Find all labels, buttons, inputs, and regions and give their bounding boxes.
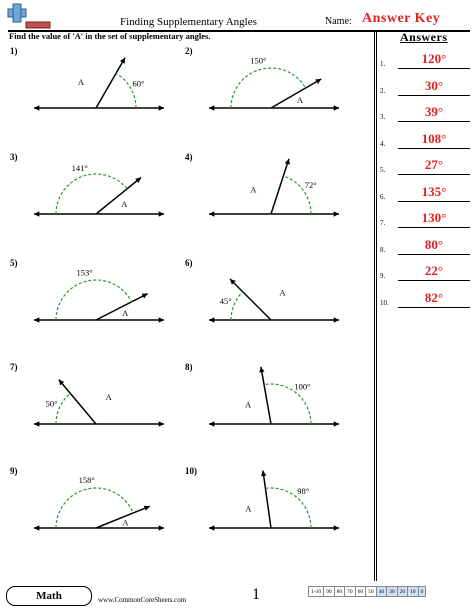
answer-value: 135° (421, 183, 447, 199)
score-cell: 20 (397, 587, 408, 597)
problem-number: 10) (185, 466, 197, 476)
problem-number: 6) (185, 258, 193, 268)
baseline-arrow-right (334, 525, 339, 530)
score-cell: 80 (334, 587, 345, 597)
baseline-arrow-right (334, 317, 339, 322)
answer-line (398, 307, 470, 308)
angle-label: 60° (132, 78, 145, 89)
subject-badge: Math (6, 586, 92, 606)
ray (59, 380, 96, 424)
score-cell: 60 (355, 587, 366, 597)
angle-label: 150° (250, 55, 267, 66)
angle-arc (56, 280, 132, 320)
answer-row (380, 211, 470, 231)
answer-number: 2. (380, 86, 386, 95)
score-table (308, 586, 426, 597)
baseline-arrow-left (34, 317, 39, 322)
problem-number: 3) (10, 152, 18, 162)
angle-label: 45° (219, 296, 232, 307)
ray (96, 177, 141, 214)
angle-label: 100° (294, 381, 311, 392)
answer-row (380, 52, 470, 72)
baseline-arrow-right (334, 105, 339, 110)
answer-number: 4. (380, 139, 386, 148)
answer-line (398, 201, 470, 202)
answer-row (380, 105, 470, 125)
baseline-arrow-left (209, 317, 214, 322)
unknown-label: A (122, 307, 129, 318)
score-cell: 40 (376, 587, 387, 597)
worksheet-title: Finding Supplementary Angles (120, 16, 257, 28)
answer-value: 130° (421, 210, 447, 225)
site-url: www.CommonCoreSheets.com (98, 596, 187, 604)
answer-row (380, 158, 470, 178)
baseline-arrow-left (34, 211, 39, 216)
answer-value: 30° (424, 77, 444, 93)
answer-line (398, 68, 470, 69)
unknown-label: A (105, 391, 112, 402)
baseline-arrow-left (34, 421, 39, 426)
answer-value: 108° (421, 130, 447, 146)
problem-number: 5) (10, 258, 18, 268)
answer-row (380, 291, 470, 311)
unknown-label: A (244, 399, 252, 410)
problem-number: 7) (10, 362, 18, 372)
ray (96, 58, 125, 108)
angle-label: 98° (297, 486, 310, 497)
answer-row (380, 132, 470, 152)
ray (261, 367, 271, 424)
score-cell: 50 (366, 587, 377, 597)
baseline-arrow-right (159, 525, 164, 530)
answer-line (398, 148, 470, 149)
score-cell: 10 (408, 587, 419, 597)
score-cell: 30 (387, 587, 398, 597)
angle-label: 50° (45, 398, 58, 409)
baseline-arrow-right (159, 317, 164, 322)
footer (0, 584, 474, 613)
angle-arc (56, 174, 127, 214)
baseline-arrow-left (209, 421, 214, 426)
unknown-label: A (279, 287, 286, 298)
angle-arc (56, 393, 70, 424)
answer-line (398, 121, 470, 122)
baseline-arrow-right (334, 421, 339, 426)
answer-row (380, 79, 470, 99)
score-cell: 90 (324, 587, 335, 597)
answer-value: 82° (424, 289, 444, 305)
problem-number: 2) (185, 46, 193, 56)
answer-number: 9. (380, 272, 386, 280)
unknown-label: A (77, 77, 85, 88)
score-range: 1-10 (309, 587, 324, 597)
answer-line (398, 280, 470, 281)
answer-number: 6. (380, 192, 386, 201)
baseline-arrow-left (209, 105, 214, 110)
answer-line (398, 227, 470, 228)
problem-number: 9) (10, 466, 18, 476)
baseline-arrow-left (34, 525, 39, 530)
angle-label: 141° (71, 162, 88, 173)
baseline-arrow-right (334, 211, 339, 216)
problem-number: 1) (10, 46, 18, 56)
answer-value: 39° (424, 104, 444, 119)
answer-number: 7. (380, 219, 386, 227)
score-cell: 70 (345, 587, 356, 597)
angle-label: 153° (76, 267, 93, 278)
ray-arrow (259, 367, 264, 373)
angle-label: 72° (304, 180, 317, 191)
unknown-label: A (296, 95, 304, 106)
answer-line (398, 95, 470, 96)
answers-heading: Answers (400, 30, 448, 44)
problem-number: 8) (185, 362, 193, 372)
angle-label: 158° (78, 474, 95, 485)
instructions: Find the value of 'A' in the set of supplementary angles. (9, 31, 211, 41)
name-label: Name: (325, 16, 352, 27)
unknown-label: A (121, 198, 128, 209)
answer-row (380, 185, 470, 205)
unknown-label: A (250, 184, 257, 195)
answer-number: 8. (380, 245, 386, 254)
unknown-label: A (245, 503, 252, 514)
ray (263, 471, 271, 528)
angle-arc (231, 292, 243, 320)
baseline-arrow-left (209, 525, 214, 530)
baseline-arrow-left (209, 211, 214, 216)
answer-number: 3. (380, 113, 386, 121)
answer-line (398, 174, 470, 175)
answer-line (398, 254, 470, 255)
answer-number: 10. (380, 298, 389, 307)
answer-number: 5. (380, 166, 386, 174)
problem-number: 4) (185, 152, 193, 162)
baseline-arrow-right (159, 421, 164, 426)
baseline-arrow-right (159, 105, 164, 110)
answer-row (380, 238, 470, 258)
answer-value: 80° (424, 236, 444, 252)
answer-row (380, 264, 470, 284)
answer-column-divider (374, 31, 377, 581)
answer-number: 1. (380, 60, 386, 68)
answer-value: 120° (421, 51, 447, 66)
page-number: 1 (252, 586, 260, 603)
score-cell: 0 (418, 587, 426, 597)
answer-key-label: Answer Key (362, 11, 441, 26)
unknown-label: A (122, 517, 129, 528)
baseline-arrow-right (159, 211, 164, 216)
angle-arc (231, 68, 306, 108)
baseline-arrow-left (34, 105, 39, 110)
answer-value: 22° (424, 263, 444, 278)
ray (271, 159, 289, 214)
answer-value: 27° (424, 157, 444, 172)
